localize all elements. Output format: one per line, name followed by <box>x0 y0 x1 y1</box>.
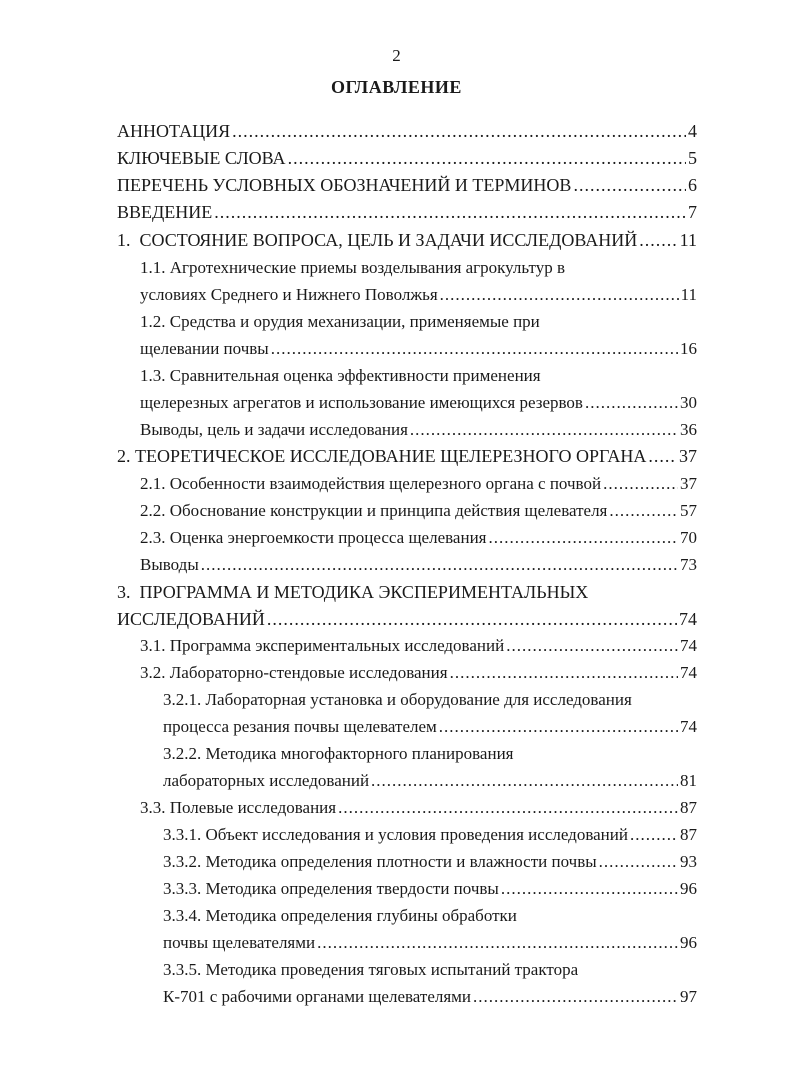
toc-subsection-3-3-2[interactable]: 3.3.2. Методика определения плотности и влажности почвы ..... 93 <box>163 850 697 874</box>
leader-dots <box>271 337 678 361</box>
leader-dots <box>288 146 686 170</box>
leader-dots <box>440 283 679 307</box>
leader-dots <box>267 607 677 631</box>
leader-dots <box>201 553 678 577</box>
leader-dots <box>410 418 678 442</box>
toc-subsection-3-3-4-line1: 3.3.4. Методика определения глубины обработки <box>163 906 517 925</box>
toc-section-1-1-line1: 1.1. Агротехнические приемы возделывания агрокультур в <box>140 258 565 277</box>
toc-section-1-1[interactable]: условиях Среднего и Нижнего Поволжья ..... 11 <box>140 283 697 307</box>
toc-entry-keywords[interactable]: КЛЮЧЕВЫЕ СЛОВА ..... 5 <box>117 146 697 170</box>
toc-section-2-3[interactable]: 2.3. Оценка энергоемкости процесса щелевания ..... 70 <box>140 526 697 550</box>
toc-section-3-1[interactable]: 3.1. Программа экспериментальных исследований ..... 74 <box>140 634 697 658</box>
leader-dots <box>371 769 678 793</box>
leader-dots <box>599 850 678 874</box>
toc-chapter-3-line1: 3. ПРОГРАММА И МЕТОДИКА ЭКСПЕРИМЕНТАЛЬНЫХ <box>117 582 589 602</box>
toc-section-1-3-line1: 1.3. Сравнительная оценка эффективности применения <box>140 366 541 385</box>
leader-dots <box>603 472 678 496</box>
page-title: ОГЛАВЛЕНИЕ <box>331 77 462 97</box>
leader-dots <box>317 931 678 955</box>
leader-dots <box>214 200 686 224</box>
toc-subsection-3-3-4[interactable]: почвы щелевателями ..... 96 <box>163 931 697 955</box>
leader-dots <box>648 444 677 468</box>
toc-section-3-2[interactable]: 3.2. Лабораторно-стендовые исследования ..... 74 <box>140 661 697 685</box>
leader-dots <box>338 796 678 820</box>
leader-dots <box>450 661 678 685</box>
toc-entry-intro[interactable]: ВВЕДЕНИЕ ..... 7 <box>117 200 697 224</box>
toc-section-2-2[interactable]: 2.2. Обоснование конструкции и принципа действия щелевателя ..... 57 <box>140 499 697 523</box>
toc-section-1-conclusions[interactable]: Выводы, цель и задачи исследования ..... 36 <box>140 418 697 442</box>
toc-section-1-3[interactable]: щелерезных агрегатов и использование имеющихся резервов ..... 30 <box>140 391 697 415</box>
toc-subsection-3-3-5[interactable]: К-701 с рабочими органами щелевателями ..... 97 <box>163 985 697 1009</box>
leader-dots <box>630 823 678 847</box>
leader-dots <box>232 119 686 143</box>
page-number: 2 <box>392 46 401 65</box>
leader-dots <box>501 877 678 901</box>
toc-entry-terms[interactable]: ПЕРЕЧЕНЬ УСЛОВНЫХ ОБОЗНАЧЕНИЙ И ТЕРМИНОВ ..... 6 <box>117 173 697 197</box>
toc-chapter-3[interactable]: ИССЛЕДОВАНИЙ ..... 74 <box>117 607 697 631</box>
toc-subsection-3-2-2[interactable]: лабораторных исследований ..... 81 <box>163 769 697 793</box>
toc-section-2-conclusions[interactable]: Выводы ..... 73 <box>140 553 697 577</box>
leader-dots <box>609 499 678 523</box>
toc-subsection-3-3-5-line1: 3.3.5. Методика проведения тяговых испытаний трактора <box>163 960 579 979</box>
toc-section-3-3[interactable]: 3.3. Полевые исследования ..... 87 <box>140 796 697 820</box>
toc-subsection-3-3-3[interactable]: 3.3.3. Методика определения твердости почвы ..... 96 <box>163 877 697 901</box>
leader-dots <box>489 526 679 550</box>
leader-dots <box>439 715 678 739</box>
toc-section-1-2[interactable]: щелевании почвы ..... 16 <box>140 337 697 361</box>
toc-subsection-3-2-1[interactable]: процесса резания почвы щелевателем ..... 74 <box>163 715 697 739</box>
toc-section-2-1[interactable]: 2.1. Особенности взаимодействия щелерезного органа с почвой ..... 37 <box>140 472 697 496</box>
leader-dots <box>573 173 686 197</box>
toc-subsection-3-2-2-line1: 3.2.2. Методика многофакторного планирования <box>163 744 514 763</box>
leader-dots <box>506 634 678 658</box>
leader-dots <box>585 391 678 415</box>
toc-chapter-2[interactable]: 2. ТЕОРЕТИЧЕСКОЕ ИССЛЕДОВАНИЕ ЩЕЛЕРЕЗНОГО ОРГАНА ..... 37 <box>117 444 697 468</box>
toc-subsection-3-2-1-line1: 3.2.1. Лабораторная установка и оборудование для исследования <box>163 690 632 709</box>
toc-section-1-2-line1: 1.2. Средства и орудия механизации, применяемые при <box>140 312 540 331</box>
toc-entry-annotation[interactable]: АННОТАЦИЯ ..... 4 <box>117 119 697 143</box>
leader-dots <box>639 228 677 252</box>
toc-subsection-3-3-1[interactable]: 3.3.1. Объект исследования и условия проведения исследований ..... 87 <box>163 823 697 847</box>
toc-chapter-1[interactable]: 1. СОСТОЯНИЕ ВОПРОСА, ЦЕЛЬ И ЗАДАЧИ ИССЛЕДОВАНИЙ ..... 11 <box>117 228 697 252</box>
leader-dots <box>473 985 678 1009</box>
